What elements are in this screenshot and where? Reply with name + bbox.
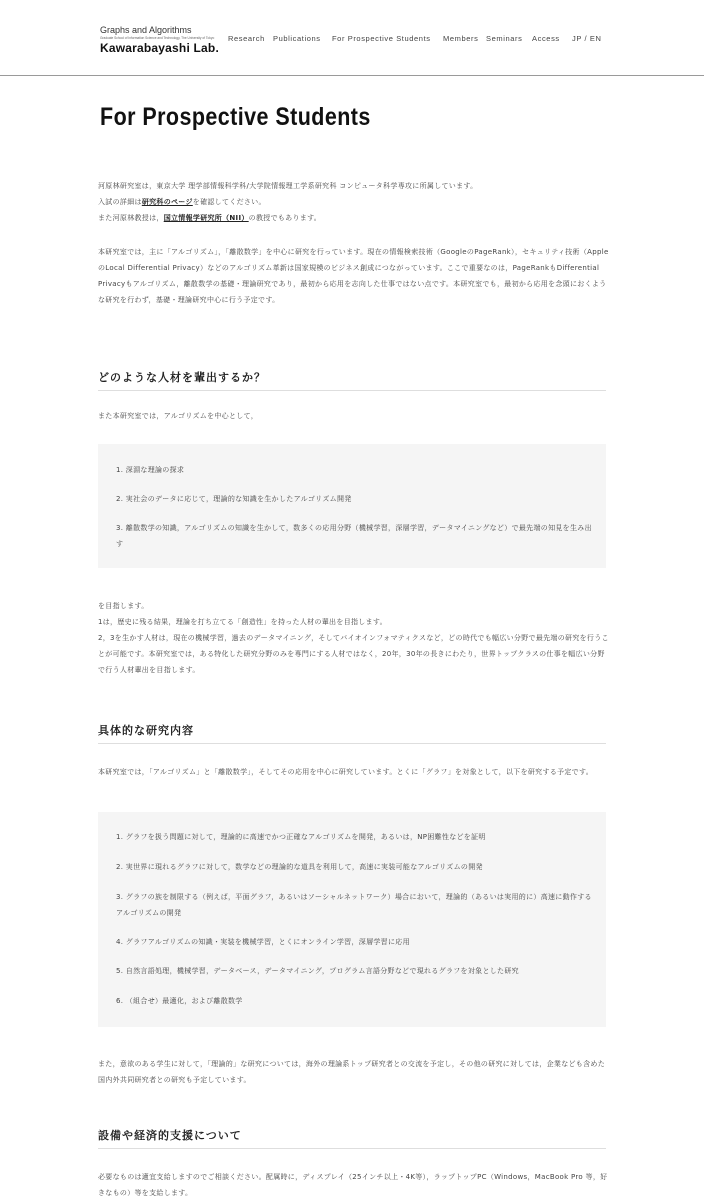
list-item: 3. グラフの族を制限する（例えば，平面グラフ，あるいはソーシャルネットワーク）場合において，理論的（あるいは実用的に）高速に動作するアルゴリズムの開発	[116, 893, 592, 917]
nii-link[interactable]: 国立情報学研究所（NII）	[163, 214, 249, 222]
section-research-lead: 本研究室では，「アルゴリズム」と「離散数学」，そしてその応用を中心に研究しています。とくに「グラフ」を対象として，以下を研究する予定です。	[98, 768, 594, 776]
section-talent-lead: また本研究室では，アルゴリズムを中心として，	[98, 412, 259, 420]
intro-line-1: 河原林研究室は，東京大学 理学部情報科学科/大学院情報理工学系研究科 コンピュータ科学専攻に所属しています。	[98, 182, 478, 190]
intro-line-3-post: の教授でもあります。	[248, 214, 322, 222]
intro-line-3-pre: また河原林教授は，	[98, 214, 164, 222]
list-item: 2. 実世界に現れるグラフに対して，数学などの理論的な道具を利用して，高速に実装可能なアルゴリズムの開発	[116, 863, 483, 871]
intro-paragraph-1	[98, 178, 610, 226]
intro-line-3	[98, 210, 610, 226]
section-talent-after: を目指します。 1は，歴史に残る結果，理論を打ち立てる「創造性」を持った人材の輩出を目指します。 2，3を生かす人材は，現在の機械学習，過去のデータマイニング，そしてバイオインフォマティクスなど，どの時代でも幅広い分野で最先端の研究を行うことが可能です。本研究室では，ある特化した研究分野のみを専門にする人材ではなく，20年，30年の長きにわたり，世界トップクラスの仕事を幅広い分野で行う人材輩出を目指します。	[98, 602, 609, 674]
section-heading-support: 設備や経済的支援について	[98, 1127, 606, 1149]
section-support-text: 必要なものは適宜支給しますのでご相談ください。配属時に，ディスプレイ（25インチ以上・4K等），ラップトップPC（Windows，MacBook Pro 等，好きなもの）等を支給します。	[98, 1173, 608, 1197]
main-nav	[0, 34, 704, 46]
intro-paragraph-2: 本研究室では，主に「アルゴリズム」，「離散数学」を中心に研究を行っています。現在の情報検索技術（GoogleのPageRank），セキュリティ技術（AppleのLocal Differential Privacy）などのアルゴリズム革新は国家規模のビジネス創成につながっています。ここで重要なのは，PageRankもDifferential Privacyもアルゴリズム，離散数学の基礎・理論研究であり，最初から応用を志向した仕事ではない点です。本研究室でも，最初から応用を念頭におくような研究を行わず，基礎・理論研究中心に行う予定です。	[98, 248, 609, 304]
nav-access[interactable]: Access	[532, 34, 560, 43]
graduate-school-link[interactable]: 研究科のページ	[141, 198, 193, 206]
research-topics-list	[98, 812, 606, 1027]
intro-line-2	[98, 194, 610, 210]
nav-seminars[interactable]: Seminars	[486, 34, 523, 43]
list-item: 1. グラフを扱う問題に対して，理論的に高速でかつ正確なアルゴリズムを開発，あるいは，NP困難性などを証明	[116, 833, 486, 841]
page-title: For Prospective Students	[100, 103, 371, 131]
site-header	[0, 0, 704, 76]
intro-line-2-post: を確認してください。	[192, 198, 266, 206]
list-item: 5. 自然言語処理，機械学習，データベース，データマイニング，プログラム言語分野などで現れるグラフを対象とした研究	[116, 967, 519, 975]
section-heading-talent: どのような人材を輩出するか？	[98, 369, 606, 391]
logo-affiliation: Graduate School of Information Science and Technology, The University of Tokyo	[100, 36, 215, 40]
list-item: 4. グラフアルゴリズムの知識・実装を機械学習，とくにオンライン学習，深層学習に応用	[116, 938, 410, 946]
nav-members[interactable]: Members	[443, 34, 479, 43]
section-research-after: また，意欲のある学生に対して，「理論的」な研究については，海外の理論系トップ研究者との交流を予定し，その他の研究に対しては，企業なども含めた国内外共同研究者との研究も予定しています。	[98, 1060, 606, 1084]
logo-lab-name: Kawarabayashi Lab.	[100, 41, 219, 55]
intro-line-2-pre: 入試の詳細は	[98, 198, 142, 206]
nav-research[interactable]: Research	[228, 34, 265, 43]
language-switcher[interactable]: JP / EN	[572, 34, 602, 43]
list-item: 6. （組合せ）最適化，および離散数学	[116, 997, 243, 1005]
list-item: 2. 実社会のデータに応じて，理論的な知識を生かしたアルゴリズム開発	[116, 495, 352, 503]
talent-goals-list	[98, 444, 606, 568]
nav-publications[interactable]: Publications	[273, 34, 321, 43]
section-heading-research: 具体的な研究内容	[98, 722, 606, 744]
logo-subtitle: Graphs and Algorithms	[100, 25, 192, 35]
list-item: 1. 深淵な理論の探求	[116, 466, 185, 474]
nav-prospective-students[interactable]: For Prospective Students	[332, 34, 431, 43]
list-item: 3. 離散数学の知識，アルゴリズムの知識を生かして，数多くの応用分野（機械学習，深層学習，データマイニングなど）で最先端の知見を生み出す	[116, 524, 592, 548]
